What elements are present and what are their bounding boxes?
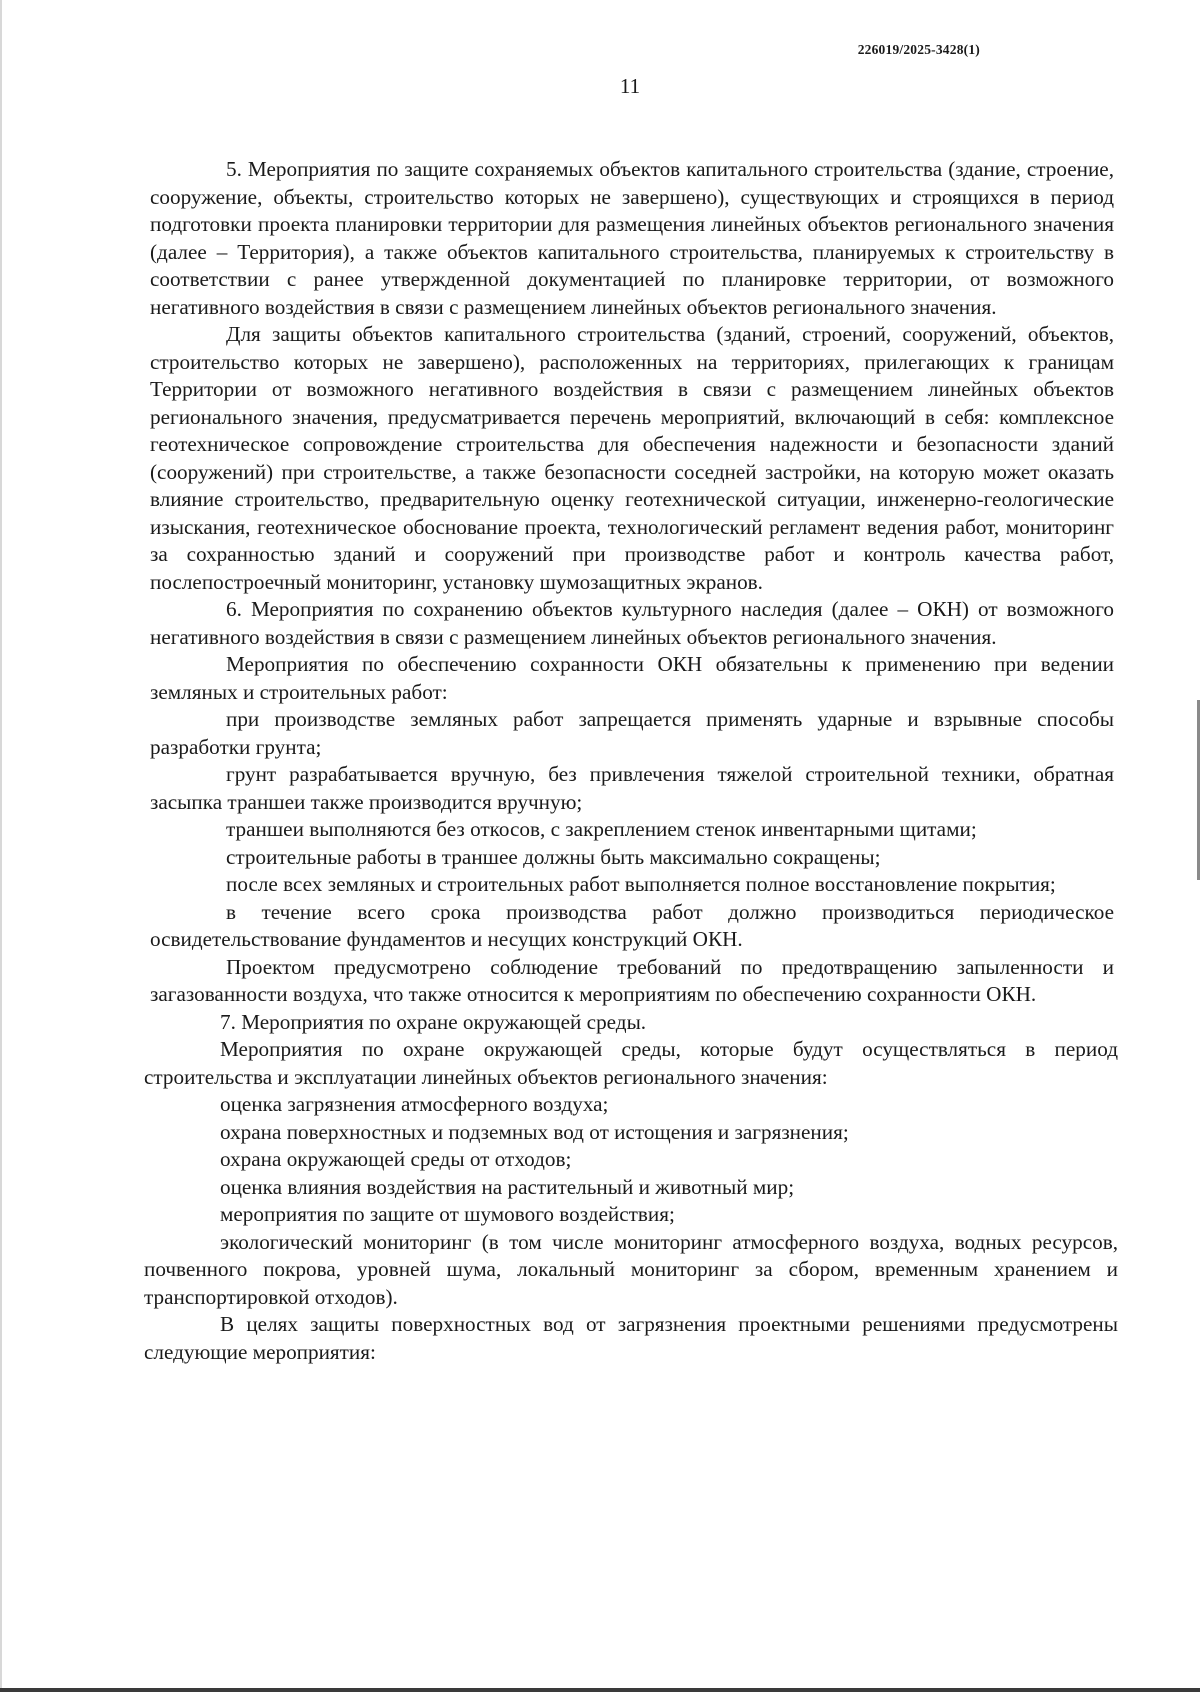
list-item-periodic-inspection: в течение всего срока производства работ должно производиться периодическое освидетельствование фундаментов и несущих конструкций ОКН. (150, 899, 1114, 951)
page-number: 11 (619, 74, 641, 98)
paragraph-building-protection: Для защиты объектов капитального строительства (зданий, строений, сооружений, объектов, строительство которых не завершено), расположенных на территориях, прилегающих к границам Территории от возможного негативного воздействия в связи с размещением линейных объектов регионального значения, предусматривается перечень мероприятий, включающий в себя: комплексное геотехническое сопровождение строительства для обеспечения надежности и безопасности зданий (сооружений) при строительстве, а также безопасности соседней застройки, на которую может оказать влияние строительство, предварительную оценку геотехнической ситуации, инженерно-геологические изыскания, геотехническое обоснование проекта, технологический регламент ведения работ, мониторинг за сохранностью зданий и сооружений при производстве работ и контроль качества работ, послепостроечный мониторинг, установку шумозащитных экранов. (150, 322, 1114, 594)
paragraph-environment-measures-intro: Мероприятия по охране окружающей среды, которые будут осуществляться в период строительства и эксплуатации линейных объектов регионального значения: (144, 1037, 1118, 1089)
list-item-waste: охрана окружающей среды от отходов; (220, 1147, 572, 1171)
scan-bottom-edge (0, 1688, 1200, 1692)
scan-left-edge (0, 0, 2, 1692)
paragraph-section-7-title: 7. Мероприятия по охране окружающей среды. (220, 1009, 647, 1034)
paragraph-surface-water-protection: В целях защиты поверхностных вод от загрязнения проектными решениями предусмотрены следующие мероприятия: (144, 1312, 1118, 1364)
paragraph-section-6-title: 6. Мероприятия по сохранению объектов культурного наследия (далее – ОКН) от возможного негативного воздействия в связи с размещением линейных объектов регионального значения. (150, 597, 1114, 649)
section-7 (144, 1009, 1118, 1367)
list-item-air-pollution: оценка загрязнения атмосферного воздуха; (220, 1092, 609, 1116)
list-item-flora-fauna: оценка влияния воздействия на растительный и животный мир; (220, 1174, 795, 1199)
list-item-no-impact-methods: при производстве земляных работ запрещается применять ударные и взрывные способы разработки грунта; (150, 707, 1114, 759)
list-item-surface-restoration: после всех земляных и строительных работ выполняется полное восстановление покрытия; (226, 872, 1056, 896)
document-registration-number: 226019/2025-3428(1) (857, 42, 980, 57)
list-item-reduced-work: строительные работы в траншее должны быть максимально сокращены; (226, 844, 881, 869)
paragraph-dust-gas-requirements: Проектом предусмотрено соблюдение требований по предотвращению запыленности и загазованности воздуха, что также относится к мероприятиям по обеспечению сохранности ОКН. (150, 954, 1114, 1006)
paragraph-section-5-title: 5. Мероприятия по защите сохраняемых объектов капитального строительства (здание, строение, сооружение, объекты, строительство которых не завершено), существующих и строящихся в период подготовки проекта планировки территории для размещения линейных объектов регионального значения (далее – Территория), а также объектов капитального строительства, планируемых к строительству в соответствии с ранее утвержденной документацией по планировке территории, от возможного негативного воздействия в связи с размещением линейных объектов регионального значения. (150, 157, 1114, 319)
document-body (144, 156, 1118, 1366)
list-item-manual-excavation: грунт разрабатывается вручную, без привлечения тяжелой строительной техники, обратная засыпка траншеи также производится вручную; (150, 762, 1114, 814)
list-item-noise: мероприятия по защите от шумового воздействия; (220, 1202, 675, 1226)
list-item-eco-monitoring: экологический мониторинг (в том числе мониторинг атмосферного воздуха, водных ресурсов, почвенного покрова, уровней шума, локальный мониторинг за сбором, временным хранением и транспортировкой отходов). (144, 1229, 1118, 1309)
list-item-trench-shoring: траншеи выполняются без откосов, с закреплением стенок инвентарными щитами; (226, 817, 977, 841)
list-item-water-protection: охрана поверхностных и подземных вод от истощения и загрязнения; (220, 1119, 849, 1144)
paragraph-okn-measures-intro: Мероприятия по обеспечению сохранности ОКН обязательны к применению при ведении земляных и строительных работ: (150, 652, 1114, 704)
